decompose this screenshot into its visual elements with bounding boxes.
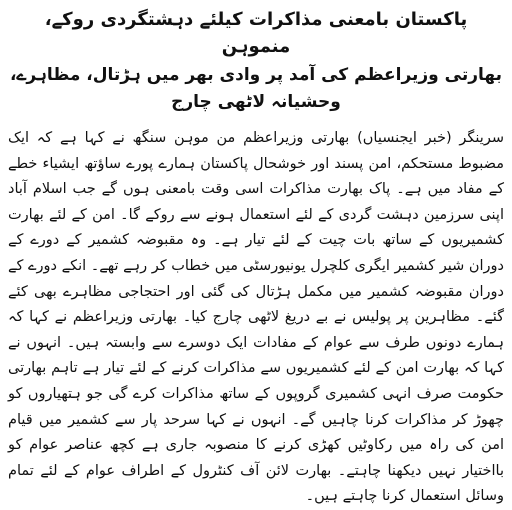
article-paragraph: سرینگر (خبر ایجنسیاں) بھارتی وزیراعظم من موہن سنگھ نے کہا ہے کہ ایک مضبوط مستحکم، امن پسند اور خوشحال پاکستان ہمارے پورے ساؤتھ ایشیاء خطے کے مفاد میں ہے۔ پاک بھارت مذاکرات اسی وقت بامعنی ہوں گے جب اسلام آباد اپنی سرزمین دہشت گردی کے لئے استعمال ہونے سے روکے گا۔ امن کے لئے بھارت کشمیریوں کے ساتھ بات چیت کے لئے تیار ہے۔ وہ مقبوضہ کشمیر کے دورے کے دوران شیر کشمیر ایگری کلچرل یونیورسٹی میں خطاب کر رہے تھے۔ انکے دورے کے دوران مقبوضہ کشمیر میں مکمل ہڑتال کی گئی اور احتجاجی مظاہرے بھی کئے گئے۔ مظاہرین پر پولیس نے بے دریغ لاٹھی چارج کیا۔ بھارتی وزیراعظم نے کہا کہ ہمارے دونوں طرف سے عوام کے مفادات ایک دوسرے سے وابستہ ہیں۔ انہوں نے کہا کہ بھارت امن کے لئے کشمیریوں سے مذاکرات کرنے کے لئے تیار ہے تاہم بھارتی حکومت صرف انہی کشمیری گروپوں کے ساتھ مذاکرات کرے گی جو ہتھیاروں کو چھوڑ کر مذاکرات کرنا چاہیں گے۔ انہوں نے کہا سرحد پار سے کشمیر میں قیام امن کی راہ میں رکاوٹیں کھڑی کرنے کا منصوبہ جاری ہے کچھ عناصر عوام کو بااختیار نہیں دیکھنا چاہتے۔ بھارت لائن آف کنٹرول کے اطراف عوام کے لئے تمام وسائل استعمال کرنا چاہتے ہیں۔ (8, 130, 504, 505)
headline-sub: بھارتی وزیراعظم کی آمد پر وادی بھر میں ہڑتال، مظاہرے، وحشیانہ لاٹھی چارج (9, 65, 503, 112)
headline-main: پاکستان بامعنی مذاکرات کیلئے دہشتگردی روکے، منموہن (44, 9, 468, 57)
article-body (8, 126, 504, 510)
